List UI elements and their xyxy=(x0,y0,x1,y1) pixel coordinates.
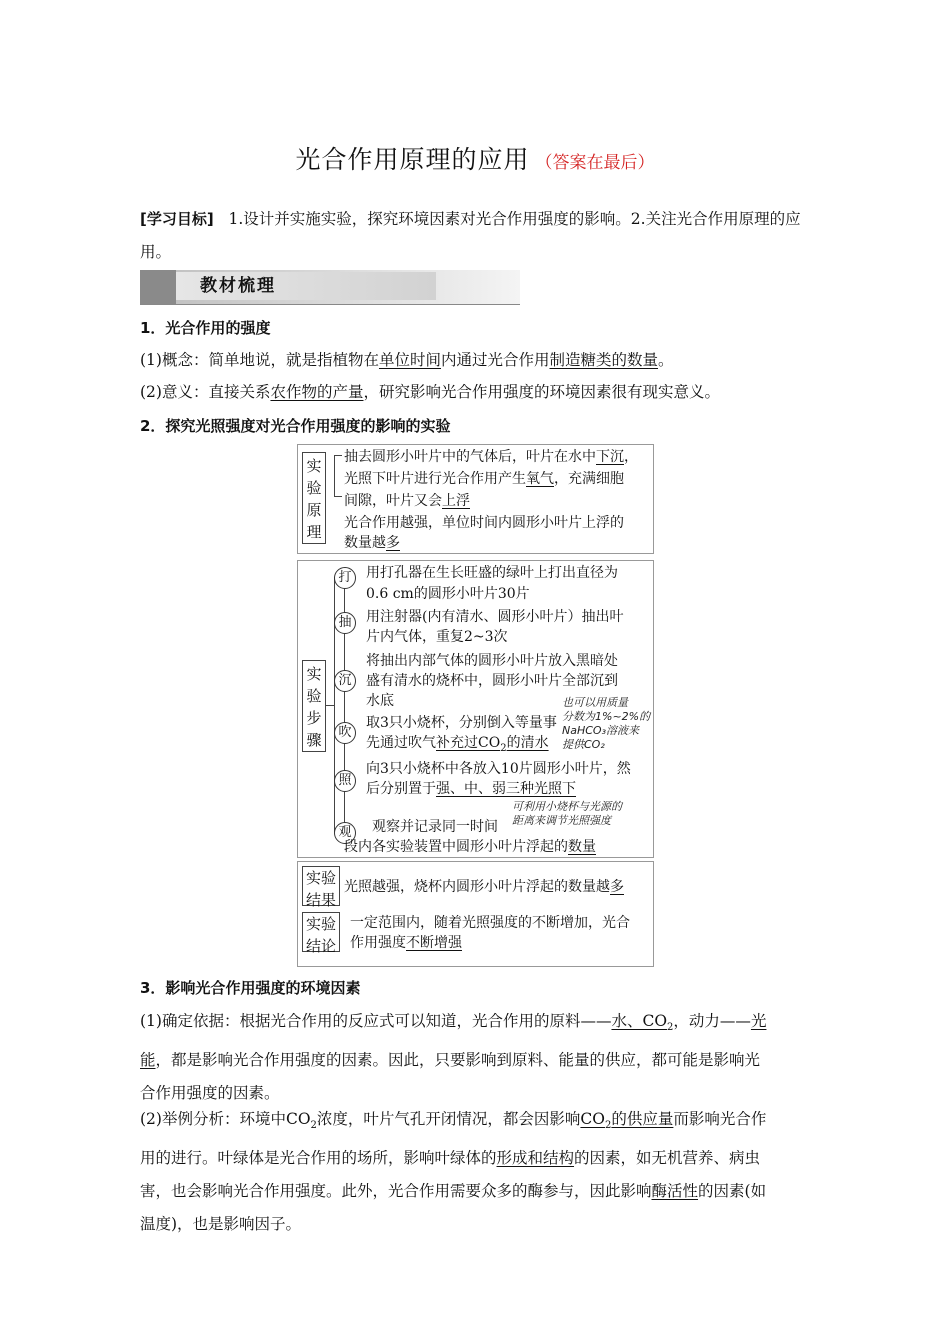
answer-blank xyxy=(580,1110,674,1132)
subscript: 2 xyxy=(500,742,507,754)
side-label-text: 实验结果 xyxy=(306,869,337,909)
step-3-line-2: 盛有清水的烧杯中，圆形小叶片全部沉到 xyxy=(366,673,618,689)
principle-line-4: 光合作用越强，单位时间内圆形小叶片上浮的 xyxy=(344,515,624,531)
text-run: 光照下叶片进行光合作用产生 xyxy=(344,471,526,487)
text-run: 后分别置于 xyxy=(366,781,436,797)
text-run: ，充满细胞 xyxy=(554,471,624,487)
text-run: ，研究影响光合作用强度的环境因素很有现实意义。 xyxy=(363,383,720,401)
analysis-paragraph xyxy=(140,1103,812,1241)
answer-blank: 形成和结构 xyxy=(496,1149,575,1168)
step-mark-zhao: 照 xyxy=(334,770,356,792)
step-2-line-2: 片内气体，重复2~3次 xyxy=(366,629,508,645)
concept-paragraph xyxy=(140,344,812,377)
side-label-text: 实验原理 xyxy=(306,457,322,541)
answer-blank: 多 xyxy=(386,535,400,551)
subscript: 2 xyxy=(667,1022,674,1034)
principle-line-1 xyxy=(344,446,638,468)
answer-blank: 强、中、弱三种光照下 xyxy=(436,781,576,797)
note-line: 分数为1%~2%的 xyxy=(562,710,651,723)
step-1-line-2: 0.6 cm的圆形小叶片30片 xyxy=(366,586,530,602)
text-run: 段内各实验装置中圆形小叶片浮起的 xyxy=(344,839,568,855)
answer-blank: 数量 xyxy=(568,839,596,855)
step-mark-chen: 沉 xyxy=(334,670,356,692)
step-3-line-1: 将抽出内部气体的圆形小叶片放入黑暗处 xyxy=(366,653,618,669)
text-run: (1)概念：简单地说，就是指植物在 xyxy=(140,351,379,369)
text-run: 内通过光合作用 xyxy=(440,351,550,369)
note-line: 提供CO₂ xyxy=(562,738,605,751)
banner-stripe xyxy=(140,270,176,304)
text-run: 。 xyxy=(658,351,674,369)
step-4-line-2 xyxy=(366,732,549,760)
step-5-line-2 xyxy=(366,778,576,800)
bracket-spine xyxy=(334,577,335,832)
conclusion-line-1: 一定范围内，随着光照强度的不断增加，光合 xyxy=(350,915,630,931)
text-run: 水、CO xyxy=(611,1012,668,1030)
section-banner xyxy=(140,270,520,305)
answer-blank: 光 xyxy=(750,1012,767,1030)
result-label xyxy=(302,866,340,909)
text-run: 间隙，叶片又会 xyxy=(344,493,442,509)
subscript: 2 xyxy=(605,1120,612,1132)
principle-line-2 xyxy=(344,468,624,490)
text-run: 的因素(如 xyxy=(698,1182,767,1201)
text-run: 抽去圆形小叶片中的气体后，叶片在水中 xyxy=(344,449,596,465)
section-2-heading: 2．探究光照强度对光合作用强度的影响的实验 xyxy=(140,417,451,435)
conclusion-label xyxy=(302,912,340,955)
text-run: 先通过吹气 xyxy=(366,735,436,751)
text-run: 用的进行。叶绿体是光合作用的场所，影响叶绿体的 xyxy=(140,1149,497,1168)
handwritten-note-distance xyxy=(512,800,622,828)
side-label-text: 实验步骤 xyxy=(306,665,322,749)
bracket-line xyxy=(334,455,342,497)
principle-label xyxy=(302,452,326,544)
significance-paragraph xyxy=(140,376,812,409)
text-run: 合作用强度的因素。 xyxy=(140,1084,280,1103)
page-title: 光合作用原理的应用 xyxy=(295,145,530,174)
principle-line-5 xyxy=(344,532,400,554)
text-run: ， xyxy=(624,449,638,465)
text-run: CO xyxy=(580,1110,605,1128)
learning-objectives xyxy=(140,203,812,269)
step-mark-da: 打 xyxy=(334,567,356,589)
answer-blank: 氧气 xyxy=(526,471,554,487)
text-run: 的清水 xyxy=(506,735,549,751)
note-line: 可利用小烧杯与光源的 xyxy=(512,800,622,813)
text-run: (2)意义：直接关系 xyxy=(140,383,271,401)
objectives-text: 1.设计并实施实验，探究环境因素对光合作用强度的影响。2.关注光合作用原理的应用。 xyxy=(140,210,801,261)
step-6-line-1: 观察并记录同一时间 xyxy=(372,819,498,835)
text-run: 而影响光合作 xyxy=(673,1110,767,1128)
answer-blank: 不断增强 xyxy=(406,935,462,951)
answer-blank: 酶活性 xyxy=(651,1182,699,1201)
step-mark-chui: 吹 xyxy=(334,722,356,744)
result-text xyxy=(344,876,624,898)
text-run: ，都是影响光合作用强度的因素。因此，只要影响到原料、能量的供应，都可能是影响光 xyxy=(155,1051,761,1070)
side-label-text: 实验结论 xyxy=(306,915,337,955)
text-run: 补充过CO xyxy=(436,735,501,751)
text-run: 的供应量 xyxy=(611,1110,674,1128)
note-line: NaHCO₃溶液来 xyxy=(562,724,639,737)
answer-note: （答案在最后） xyxy=(535,153,655,173)
text-run: 害，也会影响光合作用强度。此外，光合作用需要众多的酶参与，因此影响 xyxy=(140,1182,652,1201)
step-5-line-1: 向3只小烧杯中各放入10片圆形小叶片，然 xyxy=(366,761,631,777)
handwritten-note-reagent xyxy=(562,696,650,752)
text-run: (2)举例分析：环境中CO xyxy=(140,1110,311,1128)
text-run: ，动力—— xyxy=(673,1012,751,1030)
section-1-heading: 1．光合作用的强度 xyxy=(140,319,271,337)
answer-blank xyxy=(436,735,549,754)
answer-blank xyxy=(611,1012,674,1034)
answer-blank: 下沉 xyxy=(596,449,624,465)
conclusion-line-2 xyxy=(350,932,462,954)
answer-blank: 上浮 xyxy=(442,493,470,509)
text-run: (1)确定依据：根据光合作用的反应式可以知道，光合作用的原料—— xyxy=(140,1012,612,1030)
objectives-label: [学习目标] xyxy=(140,210,214,228)
step-6-line-2 xyxy=(344,836,596,858)
step-1-line-1: 用打孔器在生长旺盛的绿叶上打出直径为 xyxy=(366,565,618,581)
step-4-line-1: 取3只小烧杯，分别倒入等量事 xyxy=(366,715,557,731)
note-line: 也可以用质量 xyxy=(562,696,628,709)
step-2-line-1: 用注射器(内有清水、圆形小叶片）抽出叶 xyxy=(366,609,624,625)
section-3-heading: 3．影响光合作用强度的环境因素 xyxy=(140,979,361,997)
text-run: 温度)，也是影响因子。 xyxy=(140,1215,302,1234)
title-block xyxy=(0,140,950,176)
subscript: 2 xyxy=(310,1120,317,1132)
connector-line xyxy=(326,705,334,706)
step-3-line-3: 水底 xyxy=(366,693,394,709)
answer-blank: 多 xyxy=(610,879,624,895)
text-run: 光照越强，烧杯内圆形小叶片浮起的数量越 xyxy=(344,879,610,895)
answer-blank: 制造糖类的数量 xyxy=(549,351,659,369)
step-mark-guan: 观 xyxy=(334,822,356,844)
step-mark-chou: 抽 xyxy=(334,612,356,634)
note-line: 距离来调节光照强度 xyxy=(512,814,611,827)
text-run: 作用强度 xyxy=(350,935,406,951)
text-run: 数量越 xyxy=(344,535,386,551)
banner-label: 教材梳理 xyxy=(176,272,436,300)
text-run: 浓度，叶片气孔开闭情况，都会因影响 xyxy=(316,1110,581,1128)
basis-paragraph xyxy=(140,1005,812,1110)
steps-label xyxy=(302,660,326,752)
answer-blank: 能 xyxy=(140,1051,156,1070)
principle-line-3 xyxy=(344,490,470,512)
answer-blank: 农作物的产量 xyxy=(270,383,364,401)
text-run: 的因素，如无机营养、病虫 xyxy=(574,1149,761,1168)
answer-blank: 单位时间 xyxy=(378,351,441,369)
